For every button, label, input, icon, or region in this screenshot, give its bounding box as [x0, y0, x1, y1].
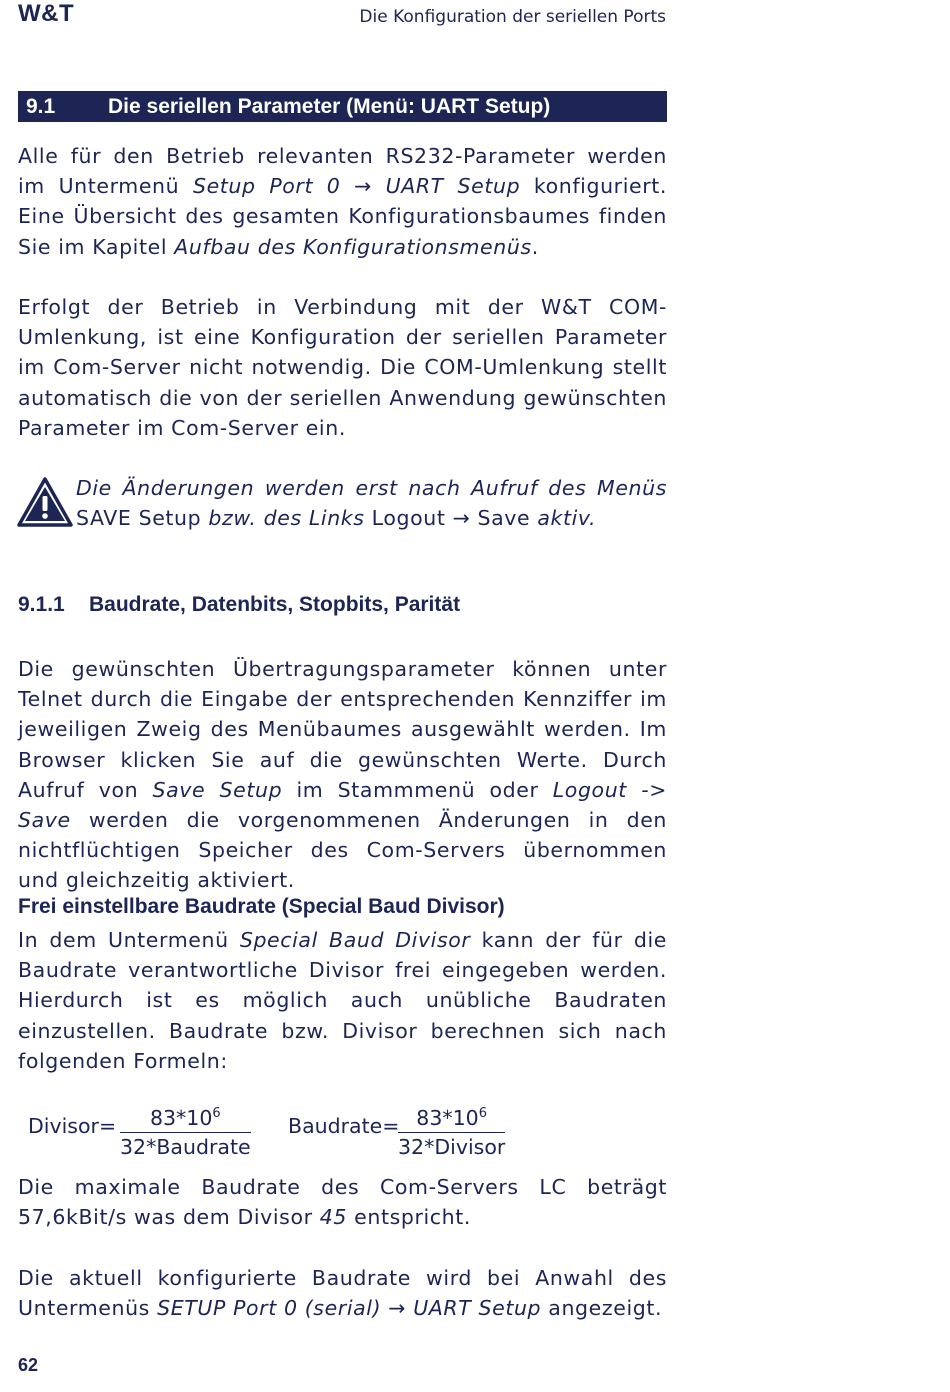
- baudrate-denominator: 32*Divisor: [398, 1135, 506, 1159]
- text: Die aktuell konfigurierte Baudrate wird bei Anwahl des Untermenüs: [18, 1266, 667, 1321]
- menu-special-baud-divisor: Special Baud Divisor: [239, 928, 471, 952]
- menu-save-setup: SAVE Setup: [76, 506, 202, 531]
- text: Alle für den Betrieb relevanten RS232-Parameter werden im Untermenü: [18, 144, 667, 199]
- page-number: 62: [18, 1355, 39, 1375]
- section-number: 9.1: [26, 95, 56, 118]
- baudrate-formula-label: Baudrate=: [288, 1114, 400, 1138]
- text: .: [531, 234, 539, 259]
- warning-icon: [16, 476, 74, 528]
- divisor-value: 45: [319, 1205, 348, 1230]
- paragraph-baud-divisor: [18, 925, 667, 1076]
- subsection-number: 9.1.1: [18, 593, 65, 616]
- text: entspricht.: [347, 1205, 472, 1230]
- chapter-reference: Aufbau des Konfigurationsmenüs: [174, 234, 532, 259]
- baud-divisor-heading: Frei einstellbare Baudrate (Special Baud Divisor): [18, 895, 505, 918]
- menu-logout-save: Logout -> Save: [18, 777, 667, 833]
- warning-note: [76, 473, 667, 533]
- divisor-numerator: [120, 1101, 251, 1133]
- paragraph-current-baudrate: [18, 1263, 667, 1323]
- text: Die gewünschten Übertragungsparameter können unter Telnet durch die Eingabe der entsprechenden Kennziffer im jeweiligen Zweig des Menübaumes ausgewählt werden. Im Browser klicken Sie auf die gewünschten Werte. Durch Aufruf von: [18, 657, 667, 802]
- menu-save-setup: Save Setup: [152, 777, 283, 802]
- text: aktiv.: [530, 506, 597, 531]
- numerator-text: 83*10: [416, 1106, 479, 1130]
- exponent: 6: [478, 1106, 487, 1121]
- text: konfiguriert. Eine Übersicht des gesamten Konfigurationsbaumes finden Sie im Kapitel: [18, 174, 667, 259]
- brand-logo: W&T: [18, 0, 75, 27]
- paragraph-com-redirect: Erfolgt der Betrieb in Verbindung mit der W&T COM-Umlenkung, ist eine Konfiguration der seriellen Parameter im Com-Server nicht notwendig. Die COM-Umlenkung stellt automatisch die von der seriellen Anwendung gewünschten Parameter im Com-Server ein.: [18, 295, 667, 440]
- paragraph-parameters: [18, 654, 667, 896]
- text: werden die vorgenommenen Änderungen in den nichtflüchtigen Speicher des Com-Servers übernommen und gleichzeitig aktiviert.: [18, 808, 667, 893]
- text: kann der für die Baudrate verantwortliche Divisor frei eingegeben werden. Hierdurch ist es möglich auch unübliche Baudraten einzustellen. Baudrate bzw. Divisor berechnen sich nach folgenden Formeln:: [18, 928, 667, 1073]
- text: Die maximale Baudrate des Com-Servers LC beträgt 57,6kBit/s was dem Divisor: [18, 1175, 667, 1230]
- text: bzw. des Links: [201, 506, 372, 531]
- section-heading: [18, 91, 667, 122]
- exponent: 6: [212, 1106, 221, 1121]
- menu-path: Setup Port 0 → UART Setup: [192, 174, 521, 199]
- running-head: Die Konfiguration der seriellen Ports: [359, 7, 666, 27]
- baudrate-numerator: [398, 1101, 505, 1133]
- text: im Stammmenü oder: [282, 777, 553, 802]
- subsection-heading: [18, 593, 460, 617]
- link-logout-save: Logout → Save: [371, 506, 531, 531]
- divisor-formula-fraction: [120, 1101, 251, 1160]
- text: In dem Untermenü: [18, 928, 240, 952]
- subsection-title: Baudrate, Datenbits, Stopbits, Parität: [89, 593, 461, 616]
- paragraph-max-baudrate: [18, 1172, 667, 1232]
- text: angezeigt.: [541, 1296, 663, 1321]
- text: Die Änderungen werden erst nach Aufruf des Menüs: [76, 476, 667, 500]
- paragraph-intro: [18, 141, 667, 262]
- baudrate-formula-fraction: [398, 1101, 505, 1160]
- numerator-text: 83*10: [149, 1106, 213, 1130]
- section-title: Die seriellen Parameter (Menü: UART Setup): [108, 95, 551, 118]
- divisor-formula-label: Divisor=: [28, 1114, 117, 1138]
- menu-path: SETUP Port 0 (serial) → UART Setup: [157, 1296, 542, 1321]
- divisor-denominator: 32*Baudrate: [120, 1135, 251, 1159]
